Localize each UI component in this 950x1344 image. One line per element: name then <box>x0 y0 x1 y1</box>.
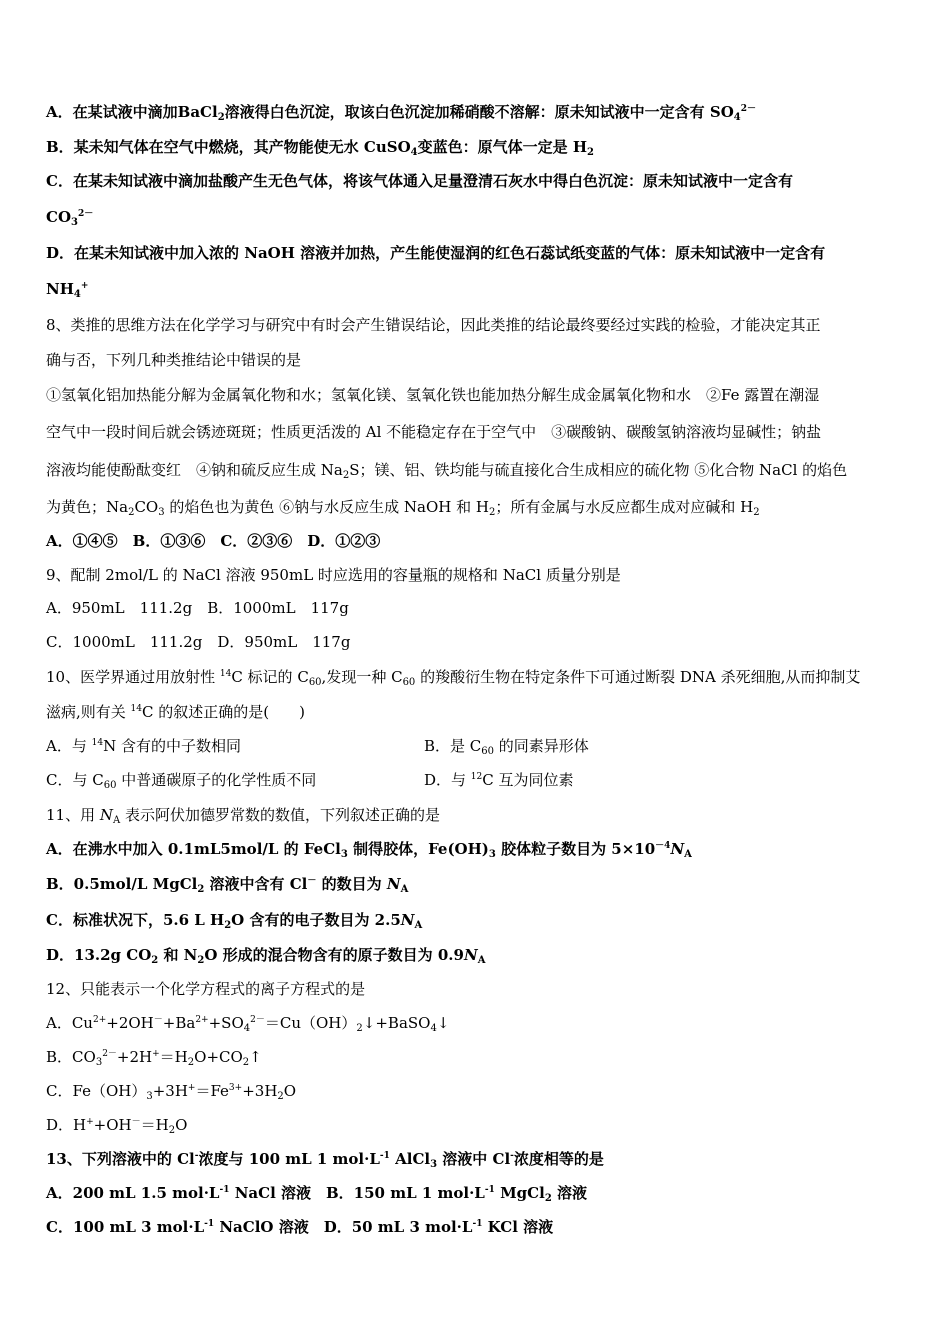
q10-option-b: B．是 $C_{60}$ 的同素异形体 <box>424 737 589 757</box>
q11-option-c: C．标准状况下，5.6 L $H_2O$ 含有的电子数目为 $2.5N_A$ <box>46 911 423 931</box>
q11-option-b: B．0.5mol/L MgCl$_2$ 溶液中含有 Cl－ 的数目为 $N_A$ <box>46 875 409 895</box>
q7-option-d-line1: D．在某未知试液中加入浓的 NaOH 溶液并加热，产生能使湿润的红色石蕊试纸变蓝的气体：原未知试液中一定含有 <box>46 244 826 262</box>
q7-option-c-line1: C．在某未知试液中滴加盐酸产生无色气体，将该气体通入足量澄清石灰水中得白色沉淀：原未知试液中一定含有 <box>46 172 793 190</box>
q10-stem-line1: 10、医学界通过用放射性 $^{14}$C 标记的 $C_{60}$,发现一种 $C_{60}$ 的羧酸衍生物在特定条件下可通过断裂 DNA 杀死细胞,从而抑制艾 <box>46 668 861 688</box>
q13-options-ab: A．200 mL 1.5 $mol\cdot L^{-1}$ NaCl 溶液 B．150 mL 1 $mol\cdot L^{-1}$ MgCl$_2$ 溶液 <box>46 1184 588 1204</box>
q8-statements-line2: 空气中一段时间后就会锈迹斑斑；性质更活泼的 Al 不能稳定存在于空气中 ③碳酸钠、碳酸氢钠溶液均显碱性；钠盐 <box>46 423 822 441</box>
q10-options-cd <box>46 769 908 791</box>
q11-option-d: D．13.2g $CO_2$ 和 $N_2O$ 形成的混合物含有的原子数目为 $0.9N_A$ <box>46 946 486 966</box>
q7-option-b: B．某未知气体在空气中燃烧，其产物能使无水 CuSO$_4$变蓝色：原气体一定是 $H_2$ <box>46 138 594 158</box>
q10-option-d: D．与 $^{12}$C 互为同位素 <box>424 771 574 789</box>
q13-stem: 13、下列溶液中的 Cl-浓度与 100 mL 1 $mol\cdot L^{-1}$ AlCl$_3$ 溶液中 Cl-浓度相等的是 <box>46 1150 604 1170</box>
q8-stem-line2: 确与否，下列几种类推结论中错误的是 <box>46 351 302 369</box>
q10-option-c: C．与 $C_{60}$ 中普通碳原子的化学性质不同 <box>46 771 317 791</box>
q7-option-d-line2: $NH_4^+$ <box>46 280 89 300</box>
q7-option-a: A．在某试液中滴加BaCl$_2$溶液得白色沉淀，取该白色沉淀加稀硝酸不溶解：原未知试液中一定含有 $SO_4^{2-}$ <box>46 103 757 123</box>
q10-stem-line2: 滋病,则有关 $^{14}$C 的叙述正确的是( ) <box>46 703 305 721</box>
q8-options: A．①④⑤ B．①③⑥ C．②③⑥ D．①②③ <box>46 532 381 550</box>
q12-option-b: B．$CO_3^{2-}+2H^+=H_2O+CO_2↑$ <box>46 1048 262 1068</box>
q12-stem: 12、只能表示一个化学方程式的离子方程式的是 <box>46 980 366 998</box>
q13-options-cd: C．100 mL 3 $mol\cdot L^{-1}$ NaClO 溶液 D．50 mL 3 $mol\cdot L^{-1}$ KCl 溶液 <box>46 1218 554 1236</box>
q8-statements-line1: ①氢氧化铝加热能分解为金属氧化物和水；氢氧化镁、氢氧化铁也能加热分解生成金属氧化物和水 ②Fe 露置在潮湿 <box>46 386 820 404</box>
q12-option-c: C．$Fe(OH)_3+3H^+=Fe^{3+}+3H_2O$ <box>46 1082 297 1102</box>
q9-options-ab: A．950mL 111.2g B．1000mL 117g <box>46 599 349 617</box>
q9-stem: 9、配制 2mol/L 的 NaCl 溶液 950mL 时应选用的容量瓶的规格和 NaCl 质量分别是 <box>46 566 621 584</box>
q10-options-ab <box>46 735 908 757</box>
q12-option-a: A．$Cu^{2+}+2OH^-+Ba^{2+}+SO_4^{2-}=Cu(OH)_2↓+BaSO_4↓$ <box>46 1014 450 1034</box>
q10-option-a: A．与 $^{14}$N 含有的中子数相同 <box>46 737 241 755</box>
q9-options-cd: C．1000mL 111.2g D．950mL 117g <box>46 633 351 651</box>
q8-stem-line1: 8、类推的思维方法在化学学习与研究中有时会产生错误结论，因此类推的结论最终要经过实践的检验，才能决定其正 <box>46 316 821 334</box>
q11-stem: 11、用 $N_A$ 表示阿伏加德罗常数的数值，下列叙述正确的是 <box>46 806 440 826</box>
q11-option-a: A．在沸水中加入 0.1mL5mol/L 的 FeCl$_3$ 制得胶体，$Fe(OH)_3$ 胶体粒子数目为 $5\times 10^{-4}N_A$ <box>46 840 692 860</box>
q7-option-c-line2: $CO_3^{2-}$ <box>46 208 94 228</box>
q8-statements-line4: 为黄色；$Na_2CO_3$ 的焰色也为黄色 ⑥钠与水反应生成 NaOH 和 $H_2$；所有金属与水反应都生成对应碱和 $H_2$ <box>46 498 760 518</box>
q12-option-d: D．$H^++OH^-=H_2O$ <box>46 1116 188 1136</box>
q8-statements-line3: 溶液均能使酚酞变红 ④钠和硫反应生成 $Na_2S$；镁、铝、铁均能与硫直接化合生成相应的硫化物 ⑤化合物 NaCl 的焰色 <box>46 461 848 481</box>
